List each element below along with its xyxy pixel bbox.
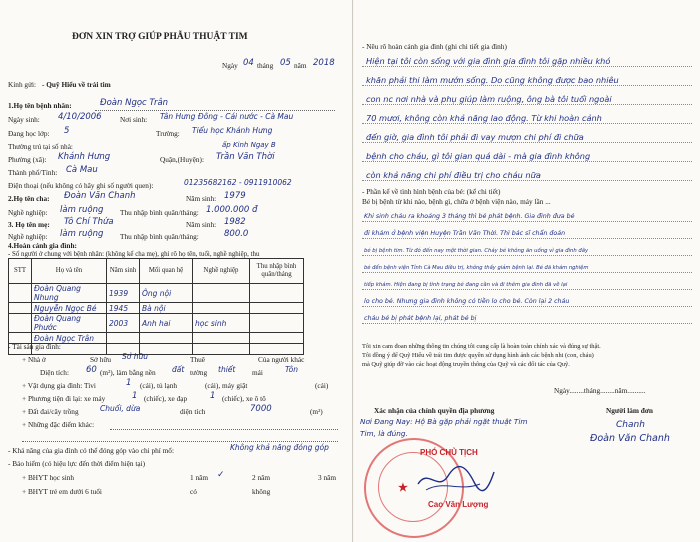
official-name: Cao Văn Lượng bbox=[428, 500, 489, 509]
bhyt-student-label: + BHYT học sinh bbox=[22, 473, 75, 482]
mother-job-label: Nghề nghiệp: bbox=[8, 232, 48, 241]
ruled-line bbox=[362, 180, 692, 181]
birthplace-value: Tân Hưng Đông - Cái nước - Cà Mau bbox=[160, 112, 294, 121]
patient-name-label: 1.Họ tên bệnh nhân: bbox=[8, 101, 72, 110]
ruled-line bbox=[362, 123, 692, 124]
cell-name: Đoàn Ngọc Trân bbox=[32, 333, 107, 344]
applicant-name: Đoàn Văn Chanh bbox=[590, 433, 670, 444]
pledge-line-2: Tôi đồng ý để Quỹ Hiểu về trái tim được quyền sử dụng hình ảnh các bệnh nhi (con, cháu) bbox=[362, 352, 594, 359]
district-value: Trần Văn Thời bbox=[216, 152, 275, 162]
patient-name: Đoàn Ngọc Trân bbox=[100, 98, 169, 108]
col-stt: STT bbox=[9, 259, 32, 284]
other-assets-line bbox=[110, 429, 338, 430]
mother-year-label: Năm sinh: bbox=[186, 220, 217, 229]
area-value: 60 bbox=[86, 365, 97, 375]
confirm-label: Xác nhận của chính quyền địa phương bbox=[374, 406, 495, 415]
cell-relation: Ông nội bbox=[140, 284, 193, 303]
father-name: Đoàn Văn Chanh bbox=[64, 191, 136, 201]
mother-job: làm ruộng bbox=[60, 229, 104, 239]
tv-unit: (cái), tủ lạnh bbox=[140, 381, 178, 390]
cell-income bbox=[250, 284, 304, 303]
ruled-line bbox=[362, 161, 692, 162]
mother-year: 1982 bbox=[224, 217, 246, 227]
mother-label: 3. Họ tên mẹ: bbox=[8, 220, 50, 229]
sign-date: Ngày........tháng........năm.......... bbox=[554, 386, 646, 395]
date-prefix: Ngày bbox=[222, 61, 238, 70]
bhyt-opt2: 2 năm bbox=[252, 473, 271, 482]
pledge-line-1: Tôi xin cam đoan những thông tin chúng tôi cung cấp là hoàn toàn chính xác và đúng sự thật. bbox=[362, 343, 601, 350]
cell-name: Nguyễn Ngọc Bé bbox=[32, 303, 107, 314]
cell-income bbox=[250, 333, 304, 344]
wall-label: tường bbox=[190, 368, 208, 377]
tv-count: 1 bbox=[126, 378, 132, 388]
pledge-line-3: mà Quỹ giúp đỡ vào các hoạt động truyền thông của Quỹ và các đối tác của Quỹ. bbox=[362, 361, 570, 368]
school-label: Trường: bbox=[156, 129, 180, 138]
city-label: Thành phố/Tỉnh: bbox=[8, 168, 58, 177]
table-row bbox=[9, 303, 304, 314]
cell-income bbox=[250, 314, 304, 333]
washer-unit: (cái) bbox=[315, 381, 329, 390]
address-value: ấp Kinh Ngay B bbox=[222, 141, 276, 149]
form-title: ĐƠN XIN TRỢ GIÚP PHẪU THUẬT TIM bbox=[72, 32, 248, 42]
father-job-label: Nghề nghiệp: bbox=[8, 208, 48, 217]
father-year: 1979 bbox=[224, 191, 246, 201]
official-signature bbox=[414, 462, 496, 496]
insurance-label: - Bảo hiểm (có hiệu lực đến thời điểm hiện tại) bbox=[8, 459, 146, 468]
contribution-label: - Khả năng của gia đình có thể đóng góp vào chi phí mổ: bbox=[8, 446, 174, 455]
greeting-recipient: - Quỹ Hiểu về trái tim bbox=[42, 80, 111, 89]
disease-line: bé đến bệnh viện Tỉnh Cà Mau điều trị, không thấy giảm bệnh lại. Bé đã khám nghiệm bbox=[364, 265, 589, 271]
cell-year bbox=[107, 333, 140, 344]
phone-label: Điện thoại (nếu không có hãy ghi số người quen): bbox=[8, 181, 154, 190]
car-unit: (chiếc), xe ô tô bbox=[222, 394, 266, 403]
house-owned-label: Sở hữu bbox=[90, 355, 111, 364]
blank-line bbox=[22, 441, 338, 442]
disease-line: bé bị bệnh tim. Từ đó đến nay một thời gian. Cháy bé không ăn uống vì gia đình đây bbox=[364, 248, 589, 254]
col-income: Thu nhập bình quân/tháng bbox=[250, 259, 304, 284]
bicycle-count: 1 bbox=[210, 391, 216, 401]
birthplace-label: Nơi sinh: bbox=[120, 115, 148, 124]
family-table-header bbox=[9, 259, 304, 284]
cell-job bbox=[193, 303, 250, 314]
phone-value: 01235682162 - 0911910062 bbox=[184, 178, 292, 187]
bhyt-opt3: 3 năm bbox=[318, 473, 337, 482]
house-owned-value: Sở hữu bbox=[122, 352, 148, 361]
col-job: Nghề nghiệp bbox=[193, 259, 250, 284]
col-name: Họ và tên bbox=[32, 259, 107, 284]
bhyt-opt1: 1 năm bbox=[190, 473, 209, 482]
family-members-table bbox=[8, 258, 304, 355]
disease-line: đi khám ở bệnh viện Huyện Trần Văn Thời. Thì bác sĩ chẩn đoán bbox=[364, 230, 566, 237]
vehicle-label: + Phương tiện đi lại: xe máy bbox=[22, 394, 106, 403]
ruled-line bbox=[362, 142, 692, 143]
school-value: Tiểu học Khánh Hưng bbox=[192, 126, 273, 135]
land-value: Chuối, dừa bbox=[100, 404, 141, 413]
land-area-value: 7000 bbox=[250, 404, 272, 414]
city-value: Cà Mau bbox=[66, 165, 98, 175]
house-label: + Nhà ở bbox=[22, 355, 46, 364]
disease-line: Khi sinh cháu ra khoảng 3 tháng thì bé phát bệnh. Gia đình đưa bé bbox=[364, 213, 575, 220]
cell-stt bbox=[9, 314, 32, 333]
cell-income bbox=[250, 303, 304, 314]
floor-value: đất bbox=[172, 365, 185, 374]
date-month: 05 bbox=[280, 58, 291, 68]
cell-relation: Bà nội bbox=[140, 303, 193, 314]
land-unit: (m²) bbox=[310, 407, 323, 416]
cell-relation: Anh hai bbox=[140, 314, 193, 333]
applicant-signature: Chanh bbox=[616, 420, 645, 430]
fridge-unit: (cái), máy giặt bbox=[205, 381, 248, 390]
cell-stt bbox=[9, 284, 32, 303]
members-note: - Số người ở chung với bệnh nhân: (không kể cha mẹ), ghi rõ họ tên, tuổi, nghề nghiệp, thu bbox=[8, 251, 260, 258]
area-label: Diện tích: bbox=[40, 368, 69, 377]
mother-income: 800.0 bbox=[224, 229, 249, 239]
cell-job bbox=[193, 333, 250, 344]
extra-heading: - Nêu rõ hoàn cảnh gia đình (ghi chi tiết gia đình) bbox=[362, 42, 507, 51]
table-row bbox=[9, 284, 304, 303]
ward-value: Khánh Hưng bbox=[58, 152, 111, 162]
cell-year: 1939 bbox=[107, 284, 140, 303]
ruled-line bbox=[362, 85, 692, 86]
extra-line: Hiện tại tôi còn sống với gia đình gia đình tôi gặp nhiều khó bbox=[366, 56, 611, 66]
grade-value: 5 bbox=[64, 126, 70, 136]
motorbike-count: 1 bbox=[132, 391, 138, 401]
father-year-label: Năm sinh: bbox=[186, 194, 217, 203]
ruled-line bbox=[362, 66, 692, 67]
disease-heading: - Phần kể về tình hình bệnh của bé: (kể chi tiết) bbox=[362, 187, 501, 196]
father-income: 1.000.000 đ bbox=[206, 205, 258, 215]
house-rent-label: Thuê bbox=[190, 355, 205, 364]
col-relation: Mối quan hệ bbox=[140, 259, 193, 284]
address-label: Thường trú tại số nhà: bbox=[8, 142, 73, 151]
cell-year: 2003 bbox=[107, 314, 140, 333]
disease-line: lo cho bé. Nhưng gia đình không có tiền lo cho bé. Còn lại 2 cháu bbox=[364, 298, 570, 305]
dob-value: 4/10/2006 bbox=[58, 112, 102, 122]
grade-label: Đang học lớp: bbox=[8, 129, 50, 138]
stamp-title: PHÓ CHỦ TỊCH bbox=[420, 448, 478, 457]
vehicle-mid: (chiếc), xe đạp bbox=[144, 394, 188, 403]
date-year-label: năm bbox=[294, 61, 307, 70]
cell-stt bbox=[9, 303, 32, 314]
disease-line: cháu bé bị phát bệnh lại, phát bé bị bbox=[364, 315, 477, 322]
disease-sub: Bé bị bệnh từ khi nào, bệnh gì, chữa ở bệnh viện nào, máy lần ... bbox=[362, 197, 551, 206]
extra-line: đến giờ, gia đình tôi phải đi vay mượn chi phí đi chữa bbox=[366, 132, 584, 142]
date-month-label: tháng bbox=[257, 61, 274, 70]
mother-name: Tô Chí Thứa bbox=[64, 217, 114, 227]
roof-value: Tôn bbox=[285, 365, 298, 374]
district-label: Quận,(Huyện): bbox=[160, 155, 204, 164]
greeting-label: Kính gửi: bbox=[8, 80, 37, 89]
father-job: làm ruộng bbox=[60, 205, 104, 215]
father-income-label: Thu nhập bình quân/tháng: bbox=[120, 208, 199, 217]
roof-label: mái bbox=[252, 368, 263, 377]
date-year: 2018 bbox=[313, 58, 335, 68]
form-right-page bbox=[354, 0, 700, 542]
extra-line: 70 mươi, không còn khả năng lao động. Từ khi hoàn cảnh bbox=[366, 113, 602, 123]
family-heading: 4.Hoàn cảnh gia đình: bbox=[8, 241, 77, 250]
seal-star-icon: ★ bbox=[398, 482, 408, 494]
patient-name-line bbox=[95, 110, 335, 111]
cell-name: Đoàn Quang Phước bbox=[32, 314, 107, 333]
confirm-note-2: Tim, là đúng. bbox=[360, 429, 408, 438]
cell-relation bbox=[140, 333, 193, 344]
extra-line: khăn phải thi làm mướn sống. Do cũng không được bao nhiêu bbox=[366, 75, 619, 85]
cell-year: 1945 bbox=[107, 303, 140, 314]
date-day: 04 bbox=[243, 58, 254, 68]
cell-job bbox=[193, 284, 250, 303]
dob-label: Ngày sinh: bbox=[8, 115, 40, 124]
bhyt-child-label: + BHYT trẻ em dưới 6 tuổi bbox=[22, 487, 102, 496]
col-year: Năm sinh bbox=[107, 259, 140, 284]
confirm-note: Nơi Đang Nay: Hộ Bà gặp phải ngặt thuật Tim bbox=[360, 417, 528, 426]
cell-job: học sinh bbox=[193, 314, 250, 333]
applicant-label: Người làm đơn bbox=[606, 406, 653, 415]
ruled-line bbox=[362, 104, 692, 105]
house-other-label: Của người khác bbox=[258, 355, 305, 364]
wall-value: thiết bbox=[218, 365, 236, 374]
bhyt-student-check: ✓ bbox=[217, 470, 225, 480]
mother-income-label: Thu nhập bình quân/tháng: bbox=[120, 232, 199, 241]
contribution-value: Không khả năng đóng góp bbox=[230, 443, 329, 452]
other-assets-label: + Những đặc điểm khác: bbox=[22, 420, 95, 429]
cell-name: Đoàn Quang Nhung bbox=[32, 284, 107, 303]
extra-line: bệnh cho cháu, gì tôi gian quá dài - mà gia đình không bbox=[366, 151, 591, 161]
area-unit: (m²), làm bằng nền bbox=[100, 368, 156, 377]
ward-label: Phường (xã): bbox=[8, 155, 47, 164]
extra-line: còn khả năng chi phí điều trị cho cháu nữa bbox=[366, 170, 541, 180]
land-area-label: diện tích bbox=[180, 407, 206, 416]
bhyt-none: không bbox=[252, 487, 271, 496]
extra-line: con nc nơi nhà và phụ giúp làm ruộng, ông bà tôi tuổi ngoài bbox=[366, 94, 612, 104]
disease-line: tiếp khám. Hiện đang bị tình trạng bé đang cần và đi thêm gia đình đã về lại bbox=[364, 282, 568, 288]
land-label: + Đất đai/cây trồng bbox=[22, 407, 79, 416]
father-label: 2.Họ tên cha: bbox=[8, 194, 50, 203]
table-row bbox=[9, 314, 304, 333]
bhyt-has: có bbox=[190, 487, 197, 496]
assets-heading: - Tài sản gia đình: bbox=[8, 342, 61, 351]
goods-label: + Vật dụng gia đình: Tivi bbox=[22, 381, 96, 390]
